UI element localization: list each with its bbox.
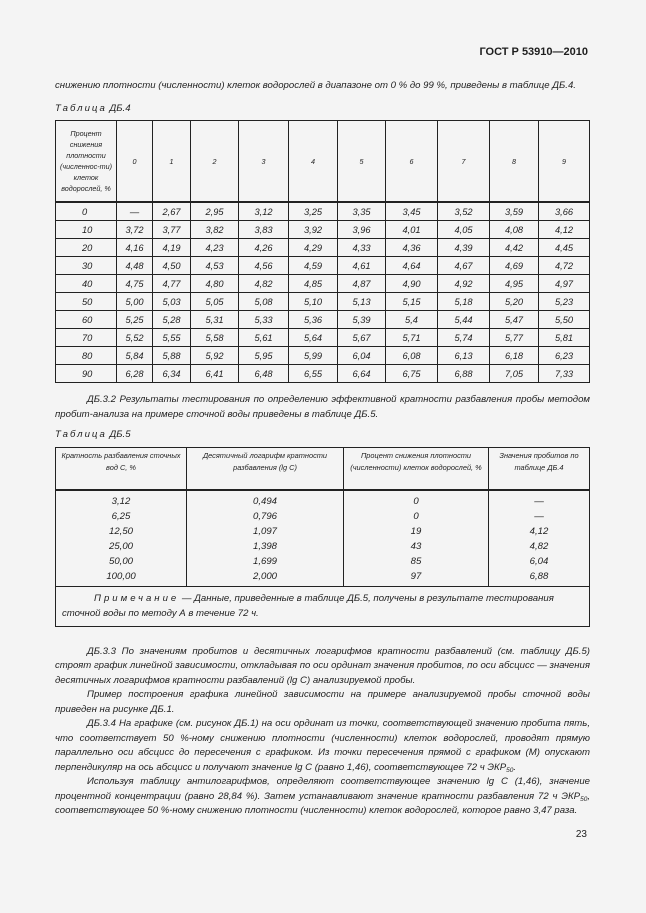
column-header: 4 bbox=[289, 121, 338, 203]
table-cell: 0 bbox=[344, 509, 489, 524]
table-cell: 4,75 bbox=[117, 275, 153, 293]
table-cell: 5,36 bbox=[289, 311, 338, 329]
table-cell: 4,59 bbox=[289, 257, 338, 275]
table-cell: 7,05 bbox=[490, 365, 539, 383]
note-label: Примечание bbox=[94, 592, 180, 604]
column-header: 8 bbox=[490, 121, 539, 203]
table-cell: 0,494 bbox=[187, 490, 344, 509]
row-label: 70 bbox=[56, 329, 117, 347]
table-cell: 3,35 bbox=[338, 202, 386, 221]
table-cell: 4,01 bbox=[386, 221, 438, 239]
row-label: 50 bbox=[56, 293, 117, 311]
table5-caption bbox=[55, 428, 590, 443]
table-cell: 5,20 bbox=[490, 293, 539, 311]
table-cell: 5,71 bbox=[386, 329, 438, 347]
column-header: 6 bbox=[386, 121, 438, 203]
paragraph-db32: ДБ.3.2 Результаты тестирования по определению эффективной кратности разбавления пробы методом пробит-анализа на примере сточной воды приведены в таблице ДБ.5. bbox=[55, 394, 590, 420]
table-cell: 5,50 bbox=[539, 311, 590, 329]
table-row bbox=[56, 329, 590, 347]
table-cell: 43 bbox=[344, 539, 489, 554]
table-cell: 1,699 bbox=[187, 554, 344, 569]
table-row bbox=[56, 239, 590, 257]
table-cell: 3,59 bbox=[490, 202, 539, 221]
table-cell: 5,08 bbox=[239, 293, 289, 311]
table-cell: 5,95 bbox=[239, 347, 289, 365]
table-cell: 5,61 bbox=[239, 329, 289, 347]
table-row bbox=[56, 221, 590, 239]
table-row bbox=[56, 257, 590, 275]
table-cell: 3,12 bbox=[56, 490, 187, 509]
table-row bbox=[56, 311, 590, 329]
table-cell: 3,82 bbox=[191, 221, 239, 239]
table-cell: 4,29 bbox=[289, 239, 338, 257]
column-header: 7 bbox=[438, 121, 490, 203]
table-cell: 6,41 bbox=[191, 365, 239, 383]
table-cell: 4,26 bbox=[239, 239, 289, 257]
row-label: 10 bbox=[56, 221, 117, 239]
table-cell: 5,81 bbox=[539, 329, 590, 347]
table-cell: 6,88 bbox=[489, 569, 590, 587]
table-cell: 4,33 bbox=[338, 239, 386, 257]
table-row bbox=[56, 293, 590, 311]
table-cell: 7,33 bbox=[539, 365, 590, 383]
table-cell: 6,55 bbox=[289, 365, 338, 383]
column-header: Кратность разбавления сточных вод С, % bbox=[56, 447, 187, 490]
table-cell: 1,398 bbox=[187, 539, 344, 554]
table-cell: 5,18 bbox=[438, 293, 490, 311]
row-label: 60 bbox=[56, 311, 117, 329]
table-cell: 5,10 bbox=[289, 293, 338, 311]
table-caption-id: ДБ.5 bbox=[109, 429, 131, 440]
table-row bbox=[56, 490, 590, 509]
table-note bbox=[56, 586, 590, 626]
table-cell: 3,92 bbox=[289, 221, 338, 239]
table-row bbox=[56, 524, 590, 539]
table-cell: 5,74 bbox=[438, 329, 490, 347]
column-header: 0 bbox=[117, 121, 153, 203]
table-cell: 5,31 bbox=[191, 311, 239, 329]
table-cell: — bbox=[489, 509, 590, 524]
page-number: 23 bbox=[575, 828, 587, 840]
table-cell: 4,92 bbox=[438, 275, 490, 293]
table-row bbox=[56, 509, 590, 524]
table-cell: 6,28 bbox=[117, 365, 153, 383]
table-caption-word: Таблица bbox=[55, 102, 107, 114]
column-header: 1 bbox=[153, 121, 191, 203]
table-cell: 5,58 bbox=[191, 329, 239, 347]
subscript: 50 bbox=[580, 795, 588, 803]
row-label: 0 bbox=[56, 202, 117, 221]
row-label: 40 bbox=[56, 275, 117, 293]
table-cell: 5,44 bbox=[438, 311, 490, 329]
table-cell: 4,72 bbox=[539, 257, 590, 275]
table-cell: 5,4 bbox=[386, 311, 438, 329]
table-cell: 4,19 bbox=[153, 239, 191, 257]
paragraph-db34-text: ДБ.3.4 На графике (см. рисунок ДБ.1) на оси ординат из точки, соответствующей значению пробита пять, что соответствует 50 %-ному снижению плотности (численности) клеток водорослей, проводят прямую параллельно оси абсцисс до пересечения с графиком. Из точки пересечения прямой с графиком (М) опускают перпендикуляр на ось абсцисс и получают значение lg С (равно 1,46), соответствующее 72 ч ЭКР bbox=[55, 718, 590, 773]
table-cell: 2,95 bbox=[191, 202, 239, 221]
table-cell: 0,796 bbox=[187, 509, 344, 524]
table-cell: 6,04 bbox=[338, 347, 386, 365]
table-cell: 6,13 bbox=[438, 347, 490, 365]
table-cell: 3,66 bbox=[539, 202, 590, 221]
table-cell: 100,00 bbox=[56, 569, 187, 587]
paragraph-example: Пример построения графика линейной зависимости на примере анализируемой пробы сточной воды приведен на рисунке ДБ.1. bbox=[55, 689, 590, 715]
table-cell: 5,47 bbox=[490, 311, 539, 329]
table-cell: 4,85 bbox=[289, 275, 338, 293]
table-cell: — bbox=[117, 202, 153, 221]
table-cell: 3,77 bbox=[153, 221, 191, 239]
table-cell: 4,16 bbox=[117, 239, 153, 257]
column-header: 3 bbox=[239, 121, 289, 203]
intro-paragraph: снижению плотности (численности) клеток водорослей в диапазоне от 0 % до 99 %, приведены в таблице ДБ.4. bbox=[55, 80, 576, 91]
table-caption-word: Таблица bbox=[55, 429, 107, 440]
column-header: 9 bbox=[539, 121, 590, 203]
table4-caption bbox=[55, 102, 590, 117]
page-content bbox=[55, 79, 590, 840]
table-cell: 5,03 bbox=[153, 293, 191, 311]
paragraph-db33: ДБ.3.3 По значениям пробитов и десятичных логарифмов кратности разбавлений (см. таблицу ДБ.5) строят график линейной зависимости, откладывая по оси ординат значения пробитов, по оси абсцисс — значения десятичных логарифмов кратности разбавлений (lg С) анализируемой пробы. bbox=[55, 645, 590, 686]
table-cell: 5,64 bbox=[289, 329, 338, 347]
table-cell: 25,00 bbox=[56, 539, 187, 554]
corner-header: Процент снижения плотности (численнос-ти) клеток водорослей, % bbox=[56, 121, 117, 203]
table-cell: 5,28 bbox=[153, 311, 191, 329]
table-cell: 4,45 bbox=[539, 239, 590, 257]
table-cell: 0 bbox=[344, 490, 489, 509]
table-cell: 4,53 bbox=[191, 257, 239, 275]
table-cell: 5,92 bbox=[191, 347, 239, 365]
table-cell: 6,34 bbox=[153, 365, 191, 383]
table-cell: 5,39 bbox=[338, 311, 386, 329]
table-cell: 5,33 bbox=[239, 311, 289, 329]
table-cell: 6,25 bbox=[56, 509, 187, 524]
note-text: — Данные, приведенные в таблице ДБ.5, получены в результате тестирования сточной воды по методу А в течение 72 ч. bbox=[62, 592, 554, 619]
column-header: Процент снижения плотности (численности) клеток водорослей, % bbox=[344, 447, 489, 490]
table-cell: 6,75 bbox=[386, 365, 438, 383]
table-cell: 6,04 bbox=[489, 554, 590, 569]
table-cell: 6,88 bbox=[438, 365, 490, 383]
dilution-table bbox=[55, 447, 590, 627]
row-label: 30 bbox=[56, 257, 117, 275]
table-cell: 12,50 bbox=[56, 524, 187, 539]
paragraph-antilog-text-b: , соответствующее 50 %-ному снижению плотности (численности) клеток водорослей, которое равно 3,47 раза. bbox=[55, 790, 590, 816]
column-header: 5 bbox=[338, 121, 386, 203]
paragraph-antilog-text-a: Используя таблицу антилогарифмов, определяют соответствующее значению lg С (1,46), значение процентной концентрации (равно 28,84 %). Затем устанавливают значение кратности разбавления 72 ч ЭКР bbox=[55, 776, 590, 802]
table-cell: 4,97 bbox=[539, 275, 590, 293]
table-cell: 50,00 bbox=[56, 554, 187, 569]
table-cell: 6,18 bbox=[490, 347, 539, 365]
column-header: 2 bbox=[191, 121, 239, 203]
table-header-row bbox=[56, 121, 590, 203]
table-cell: 19 bbox=[344, 524, 489, 539]
table-cell: 4,77 bbox=[153, 275, 191, 293]
table-row bbox=[56, 539, 590, 554]
table-cell: 4,67 bbox=[438, 257, 490, 275]
table-cell: 85 bbox=[344, 554, 489, 569]
document-standard-header: ГОСТ Р 53910—2010 bbox=[479, 46, 588, 58]
table-cell: 6,64 bbox=[338, 365, 386, 383]
table-cell: 5,88 bbox=[153, 347, 191, 365]
table-cell: 6,48 bbox=[239, 365, 289, 383]
table-cell: 4,56 bbox=[239, 257, 289, 275]
table-cell: 4,64 bbox=[386, 257, 438, 275]
table-header-row bbox=[56, 447, 590, 490]
subscript: 50 bbox=[506, 766, 514, 774]
table-cell: 5,05 bbox=[191, 293, 239, 311]
table-cell: 4,82 bbox=[239, 275, 289, 293]
table-cell: 3,12 bbox=[239, 202, 289, 221]
table-cell: 5,99 bbox=[289, 347, 338, 365]
table-cell: 5,67 bbox=[338, 329, 386, 347]
table-cell: 3,96 bbox=[338, 221, 386, 239]
table-cell: 5,15 bbox=[386, 293, 438, 311]
table-cell: 6,08 bbox=[386, 347, 438, 365]
table-row bbox=[56, 569, 590, 587]
table-cell: 4,08 bbox=[490, 221, 539, 239]
table-cell: 1,097 bbox=[187, 524, 344, 539]
table-cell: 4,05 bbox=[438, 221, 490, 239]
table-cell: 3,25 bbox=[289, 202, 338, 221]
table-cell: 5,77 bbox=[490, 329, 539, 347]
table-cell: 4,48 bbox=[117, 257, 153, 275]
table-cell: 4,23 bbox=[191, 239, 239, 257]
table-cell: 4,12 bbox=[539, 221, 590, 239]
table-row bbox=[56, 365, 590, 383]
table-cell: 4,39 bbox=[438, 239, 490, 257]
table-caption-id: ДБ.4 bbox=[109, 102, 131, 114]
table-row bbox=[56, 347, 590, 365]
table-cell: 4,90 bbox=[386, 275, 438, 293]
table-cell: 6,23 bbox=[539, 347, 590, 365]
table-cell: 4,50 bbox=[153, 257, 191, 275]
table-cell: 5,00 bbox=[117, 293, 153, 311]
table-cell: 5,25 bbox=[117, 311, 153, 329]
column-header: Десятичный логарифм кратности разбавления (lg С) bbox=[187, 447, 344, 490]
table-cell: 4,61 bbox=[338, 257, 386, 275]
probit-table bbox=[55, 120, 590, 383]
paragraph-db34: ДБ.3.4 На графике (см. рисунок ДБ.1) на оси ординат из точки, соответствующей значению пробита пять, что соответствует 50 %-ному снижению плотности (численности) клеток водорослей, проводят прямую параллельно оси абсцисс до пересечения с графиком. Из точки пересечения прямой с графиком (М) опускают перпендикуляр на ось абсцисс и получают значение lg С (равно 1,46), соответствующее 72 ч $ЭКР_{50}$. bbox=[55, 718, 590, 774]
row-label: 80 bbox=[56, 347, 117, 365]
table-cell: 5,52 bbox=[117, 329, 153, 347]
row-label: 90 bbox=[56, 365, 117, 383]
table-row bbox=[56, 202, 590, 221]
table-note-row bbox=[56, 586, 590, 626]
table-cell: 4,82 bbox=[489, 539, 590, 554]
table-cell: 5,23 bbox=[539, 293, 590, 311]
table-cell: 3,83 bbox=[239, 221, 289, 239]
table-cell: 5,55 bbox=[153, 329, 191, 347]
column-header: Значения пробитов по таблице ДБ.4 bbox=[489, 447, 590, 490]
table-cell: 5,13 bbox=[338, 293, 386, 311]
table-cell: 2,67 bbox=[153, 202, 191, 221]
table-cell: 4,80 bbox=[191, 275, 239, 293]
row-label: 20 bbox=[56, 239, 117, 257]
table-row bbox=[56, 275, 590, 293]
table-cell: 4,87 bbox=[338, 275, 386, 293]
table-cell: 5,84 bbox=[117, 347, 153, 365]
table-cell: 97 bbox=[344, 569, 489, 587]
table-cell: 2,000 bbox=[187, 569, 344, 587]
table-cell: 4,12 bbox=[489, 524, 590, 539]
table-row bbox=[56, 554, 590, 569]
table-cell: 3,72 bbox=[117, 221, 153, 239]
table-cell: 4,95 bbox=[490, 275, 539, 293]
table-cell: 4,42 bbox=[490, 239, 539, 257]
table-cell: 3,52 bbox=[438, 202, 490, 221]
paragraph-antilog bbox=[55, 775, 590, 819]
table-cell: 3,45 bbox=[386, 202, 438, 221]
table-cell: — bbox=[489, 490, 590, 509]
table-cell: 4,69 bbox=[490, 257, 539, 275]
table-cell: 4,36 bbox=[386, 239, 438, 257]
